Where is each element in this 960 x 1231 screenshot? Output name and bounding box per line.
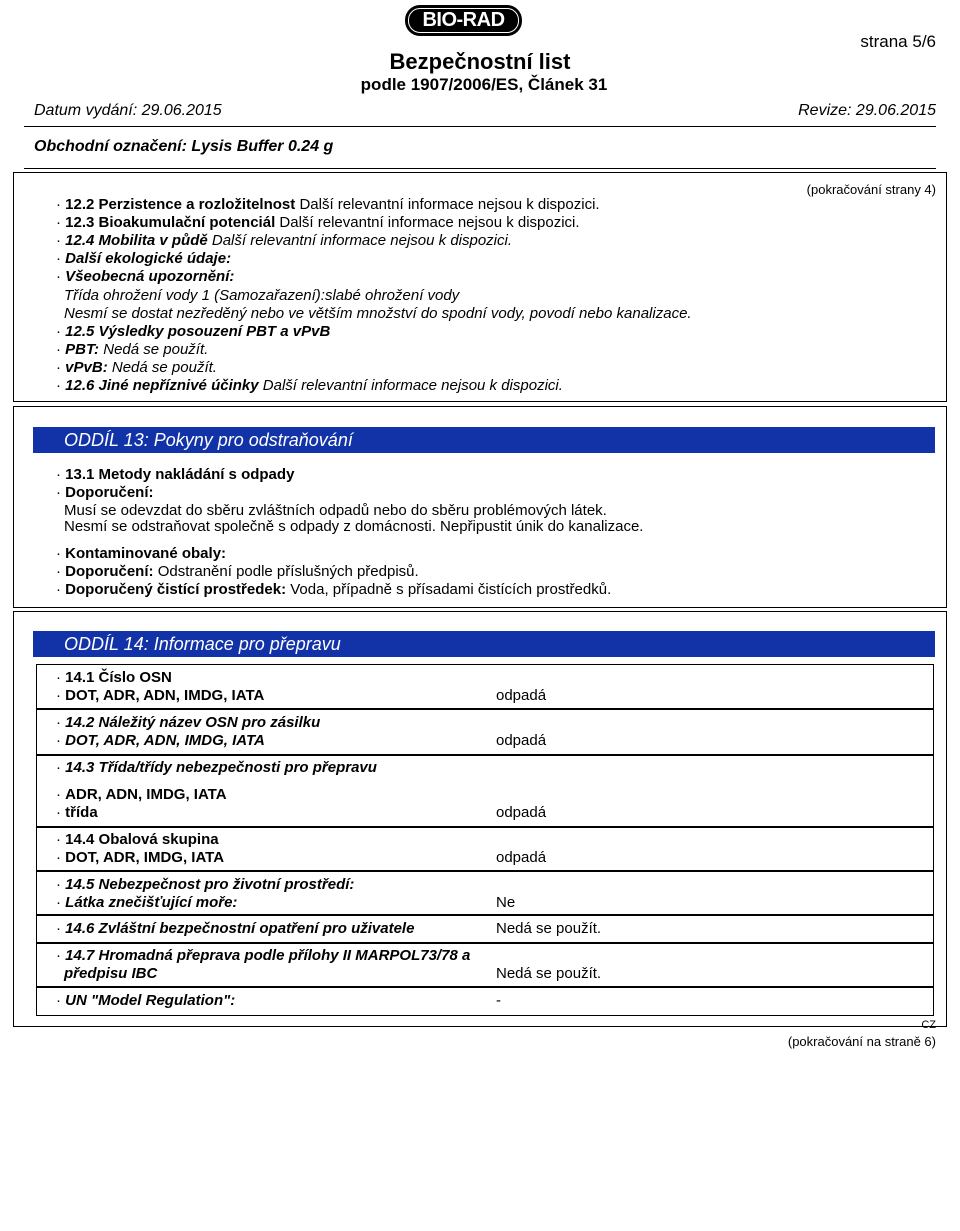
recommendation-label: · Doporučení: <box>56 484 154 501</box>
section-13-title: ODDÍL 13: Pokyny pro odstraňování <box>33 427 935 453</box>
eco-data-label: · Další ekologické údaje: <box>56 250 232 267</box>
shipping-name-modes: · DOT, ADR, ADN, IMDG, IATA <box>56 732 265 749</box>
page-number: strana 5/6 <box>860 32 936 51</box>
shipping-name-heading: · 14.2 Náležitý název OSN pro zásilku <box>56 714 321 731</box>
un-number-value: odpadá <box>496 687 547 704</box>
continued-from-note: (pokračování strany 4) <box>806 182 936 197</box>
bio-rad-logo <box>405 5 522 36</box>
item-12-6: · 12.6 Jiné nepříznivé účinky Další relevantní informace nejsou k dispozici. <box>56 377 563 394</box>
item-12-5: · 12.5 Výsledky posouzení PBT a vPvB <box>56 323 331 340</box>
packing-group-modes: · DOT, ADR, IMDG, IATA <box>56 849 225 866</box>
issue-date: Datum vydání: 29.06.2015 <box>34 102 222 119</box>
marpol-label-1: · 14.7 Hromadná přeprava podle přílohy II MARPOL73/78 a <box>56 947 471 964</box>
cleaning-agent: · Doporučený čistící prostředek: Voda, případně s přísadami čistících prostředků. <box>56 581 612 598</box>
item-12-3: · 12.3 Bioakumulační potenciál Další relevantní informace nejsou k dispozici. <box>56 214 580 231</box>
general-warnings-label: · Všeobecná upozornění: <box>56 268 235 285</box>
document-subtitle: podle 1907/2006/ES, Článek 31 <box>360 75 608 94</box>
recommendation-line-2: Nesmí se odstraňovat společně s odpady z domácnosti. Nepřipustit únik do kanalizace. <box>64 518 644 535</box>
warning-line-2: Nesmí se dostat nezředěný nebo ve větším množství do spodní vody, povodí nebo kanalizace. <box>64 305 692 322</box>
special-precautions-value: Nedá se použít. <box>496 920 602 937</box>
hazard-class-label: · třída <box>56 804 98 821</box>
un-number-heading: · 14.1 Číslo OSN <box>56 669 172 686</box>
hazard-class-value: odpadá <box>496 804 547 821</box>
model-regulation-label: · UN "Model Regulation": <box>56 992 236 1009</box>
contaminated-packaging-label: · Kontaminované obaly: <box>56 545 227 562</box>
trade-name: Obchodní označení: Lysis Buffer 0.24 g <box>34 138 334 155</box>
item-13-1: · 13.1 Metody nakládání s odpady <box>56 466 295 483</box>
special-precautions-label: · 14.6 Zvláštní bezpečnostní opatření pro uživatele <box>56 920 415 937</box>
item-12-4: · 12.4 Mobilita v půdě Další relevantní informace nejsou k dispozici. <box>56 232 513 249</box>
hazard-class-modes: · ADR, ADN, IMDG, IATA <box>56 786 227 803</box>
item-12-2: · 12.2 Perzistence a rozložitelnost Další relevantní informace nejsou k dispozici. <box>56 196 600 213</box>
env-hazard-heading: · 14.5 Nebezpečnost pro životní prostředí: <box>56 876 355 893</box>
packaging-recommendation: · Doporučení: Odstranění podle příslušných předpisů. <box>56 563 419 580</box>
logo-text: BIO-RAD <box>408 8 519 33</box>
marpol-value: Nedá se použít. <box>496 965 602 982</box>
document-title: Bezpečnostní list <box>389 49 571 74</box>
recommendation-line-1: Musí se odevzdat do sběru zvláštních odpadů nebo do sběru problémových látek. <box>64 502 607 519</box>
marpol-label-2: předpisu IBC <box>64 965 158 982</box>
packing-group-heading: · 14.4 Obalová skupina <box>56 831 219 848</box>
un-number-modes: · DOT, ADR, ADN, IMDG, IATA <box>56 687 265 704</box>
continued-on-note: (pokračování na straně 6) <box>787 1034 936 1049</box>
model-regulation-value: - <box>496 992 501 1009</box>
revision-date: Revize: 29.06.2015 <box>798 102 936 119</box>
marine-pollutant-label: · Látka znečišťující moře: <box>56 894 238 911</box>
shipping-name-value: odpadá <box>496 732 547 749</box>
packing-group-value: odpadá <box>496 849 547 866</box>
language-code: CZ <box>921 1019 936 1031</box>
marine-pollutant-value: Ne <box>496 894 516 911</box>
header-divider <box>24 126 936 127</box>
vpvb-row: · vPvB: Nedá se použít. <box>56 359 217 376</box>
warning-line-1: Třída ohrožení vody 1 (Samozařazení):slabé ohrožení vody <box>64 287 460 304</box>
pbt-row: · PBT: Nedá se použít. <box>56 341 209 358</box>
trade-divider <box>24 168 936 169</box>
hazard-class-heading: · 14.3 Třída/třídy nebezpečnosti pro přepravu <box>56 759 377 776</box>
section-14-title: ODDÍL 14: Informace pro přepravu <box>33 631 935 657</box>
